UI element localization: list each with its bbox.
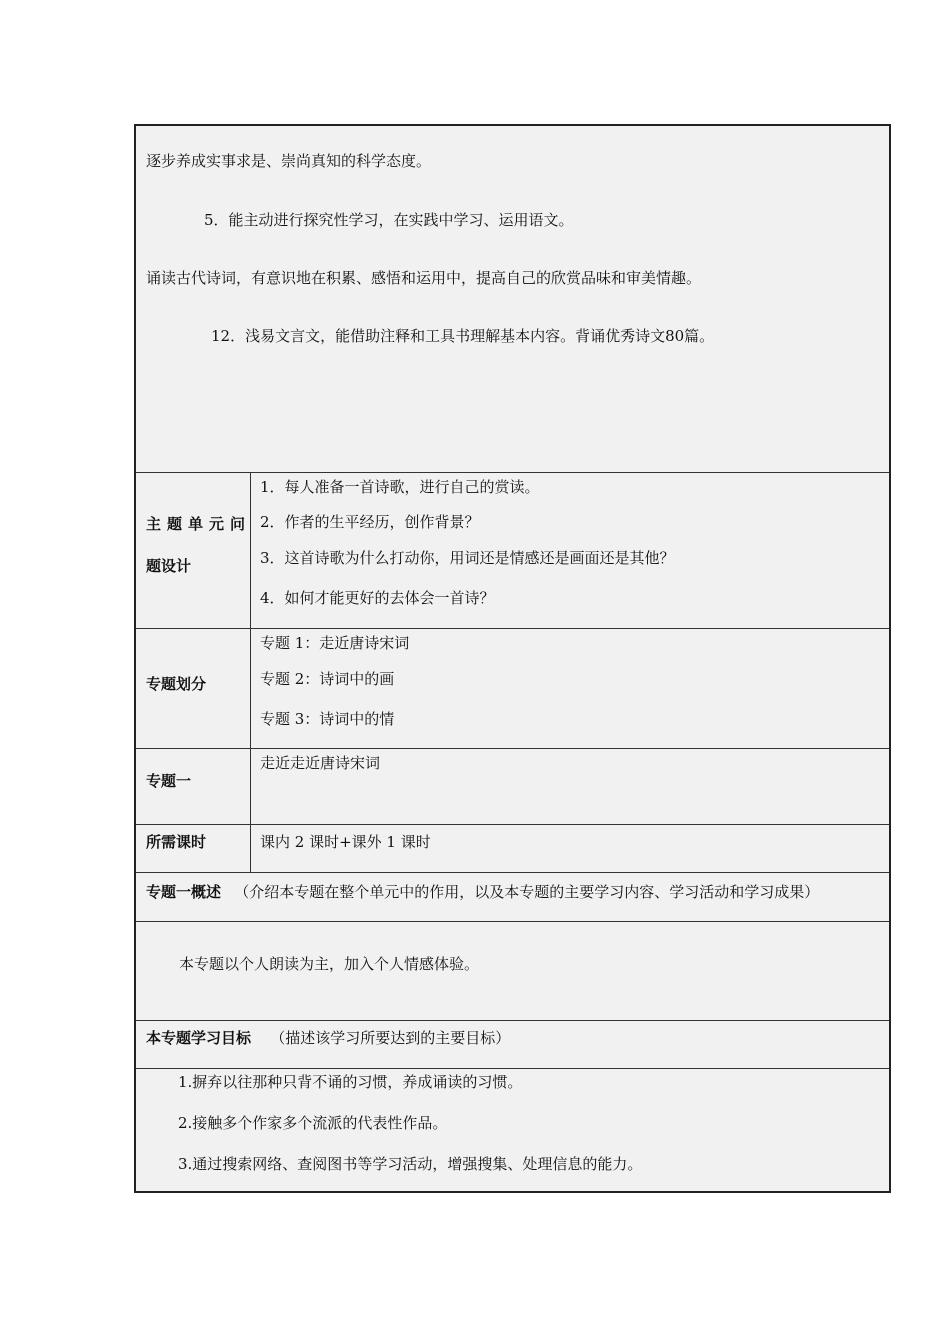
topic-one-label: 专题一 bbox=[146, 772, 192, 790]
intro-row bbox=[136, 126, 889, 473]
problem-design-label-line-2: 题设计 bbox=[146, 557, 192, 575]
overview-body: 本专题以个人朗读为主，加入个人情感体验。 bbox=[179, 955, 480, 973]
intro-line-2: 5．能主动进行探究性学习，在实践中学习、运用语文。 bbox=[204, 211, 574, 229]
topic-one-value: 走近走近唐诗宋词 bbox=[260, 754, 381, 772]
topic-item: 专题 1：走近唐诗宋词 bbox=[260, 634, 410, 652]
intro-line-4: 12．浅易文言文，能借助注释和工具书理解基本内容。背诵优秀诗文80篇。 bbox=[211, 327, 715, 345]
goals-body-row bbox=[136, 1069, 889, 1193]
goal-item: 2.接触多个作家多个流派的代表性作品。 bbox=[178, 1114, 448, 1132]
goal-item: 1.摒弃以往那种只背不诵的习惯，养成诵读的习惯。 bbox=[178, 1073, 523, 1091]
overview-label bbox=[146, 882, 819, 902]
lesson-plan-table bbox=[134, 124, 891, 1193]
hours-label-cell bbox=[136, 825, 251, 872]
topic-division-label-cell bbox=[136, 629, 251, 748]
hours-label: 所需课时 bbox=[146, 833, 207, 851]
topic-one-label-cell bbox=[136, 749, 251, 824]
topic-division-row bbox=[136, 629, 889, 749]
problem-item: 4．如何才能更好的去体会一首诗？ bbox=[260, 589, 495, 607]
goal-item: 3.通过搜索网络、查阅图书等学习活动，增强搜集、处理信息的能力。 bbox=[178, 1155, 643, 1173]
problem-design-label bbox=[136, 473, 251, 628]
problem-item: 1．每人准备一首诗歌，进行自己的赏读。 bbox=[260, 478, 540, 496]
hours-value: 课内 2 课时+课外 1 课时 bbox=[260, 833, 431, 851]
overview-title: 专题一概述 bbox=[146, 883, 222, 901]
topic-item: 专题 3：诗词中的情 bbox=[260, 710, 395, 728]
topic-division-body bbox=[251, 629, 889, 748]
problem-item: 3．这首诗歌为什么打动你，用词还是情感还是画面还是其他？ bbox=[260, 549, 675, 567]
problem-item: 2．作者的生平经历，创作背景？ bbox=[260, 513, 480, 531]
overview-header-row bbox=[136, 873, 889, 922]
overview-body-row bbox=[136, 922, 889, 1021]
goals-label bbox=[146, 1028, 510, 1048]
problem-design-body bbox=[251, 473, 889, 628]
goals-header-row bbox=[136, 1021, 889, 1069]
problem-design-row bbox=[136, 473, 889, 629]
topic-item: 专题 2：诗词中的画 bbox=[260, 670, 395, 688]
overview-note: （介绍本专题在整个单元中的作用，以及本专题的主要学习内容、学习活动和学习成果） bbox=[234, 883, 820, 901]
topic-division-label: 专题划分 bbox=[146, 675, 207, 693]
intro-line-3: 诵读古代诗词，有意识地在积累、感悟和运用中，提高自己的欣赏品味和审美情趣。 bbox=[146, 269, 702, 287]
problem-design-label-line-1: 主题单元问 bbox=[146, 515, 252, 533]
intro-line-1: 逐步养成实事求是、崇尚真知的科学态度。 bbox=[146, 152, 432, 170]
hours-body bbox=[251, 825, 889, 872]
topic-one-body bbox=[251, 749, 889, 824]
goals-title: 本专题学习目标 bbox=[146, 1029, 252, 1047]
topic-one-row bbox=[136, 749, 889, 825]
hours-row bbox=[136, 825, 889, 873]
goals-note: （描述该学习所要达到的主要目标） bbox=[270, 1029, 511, 1047]
